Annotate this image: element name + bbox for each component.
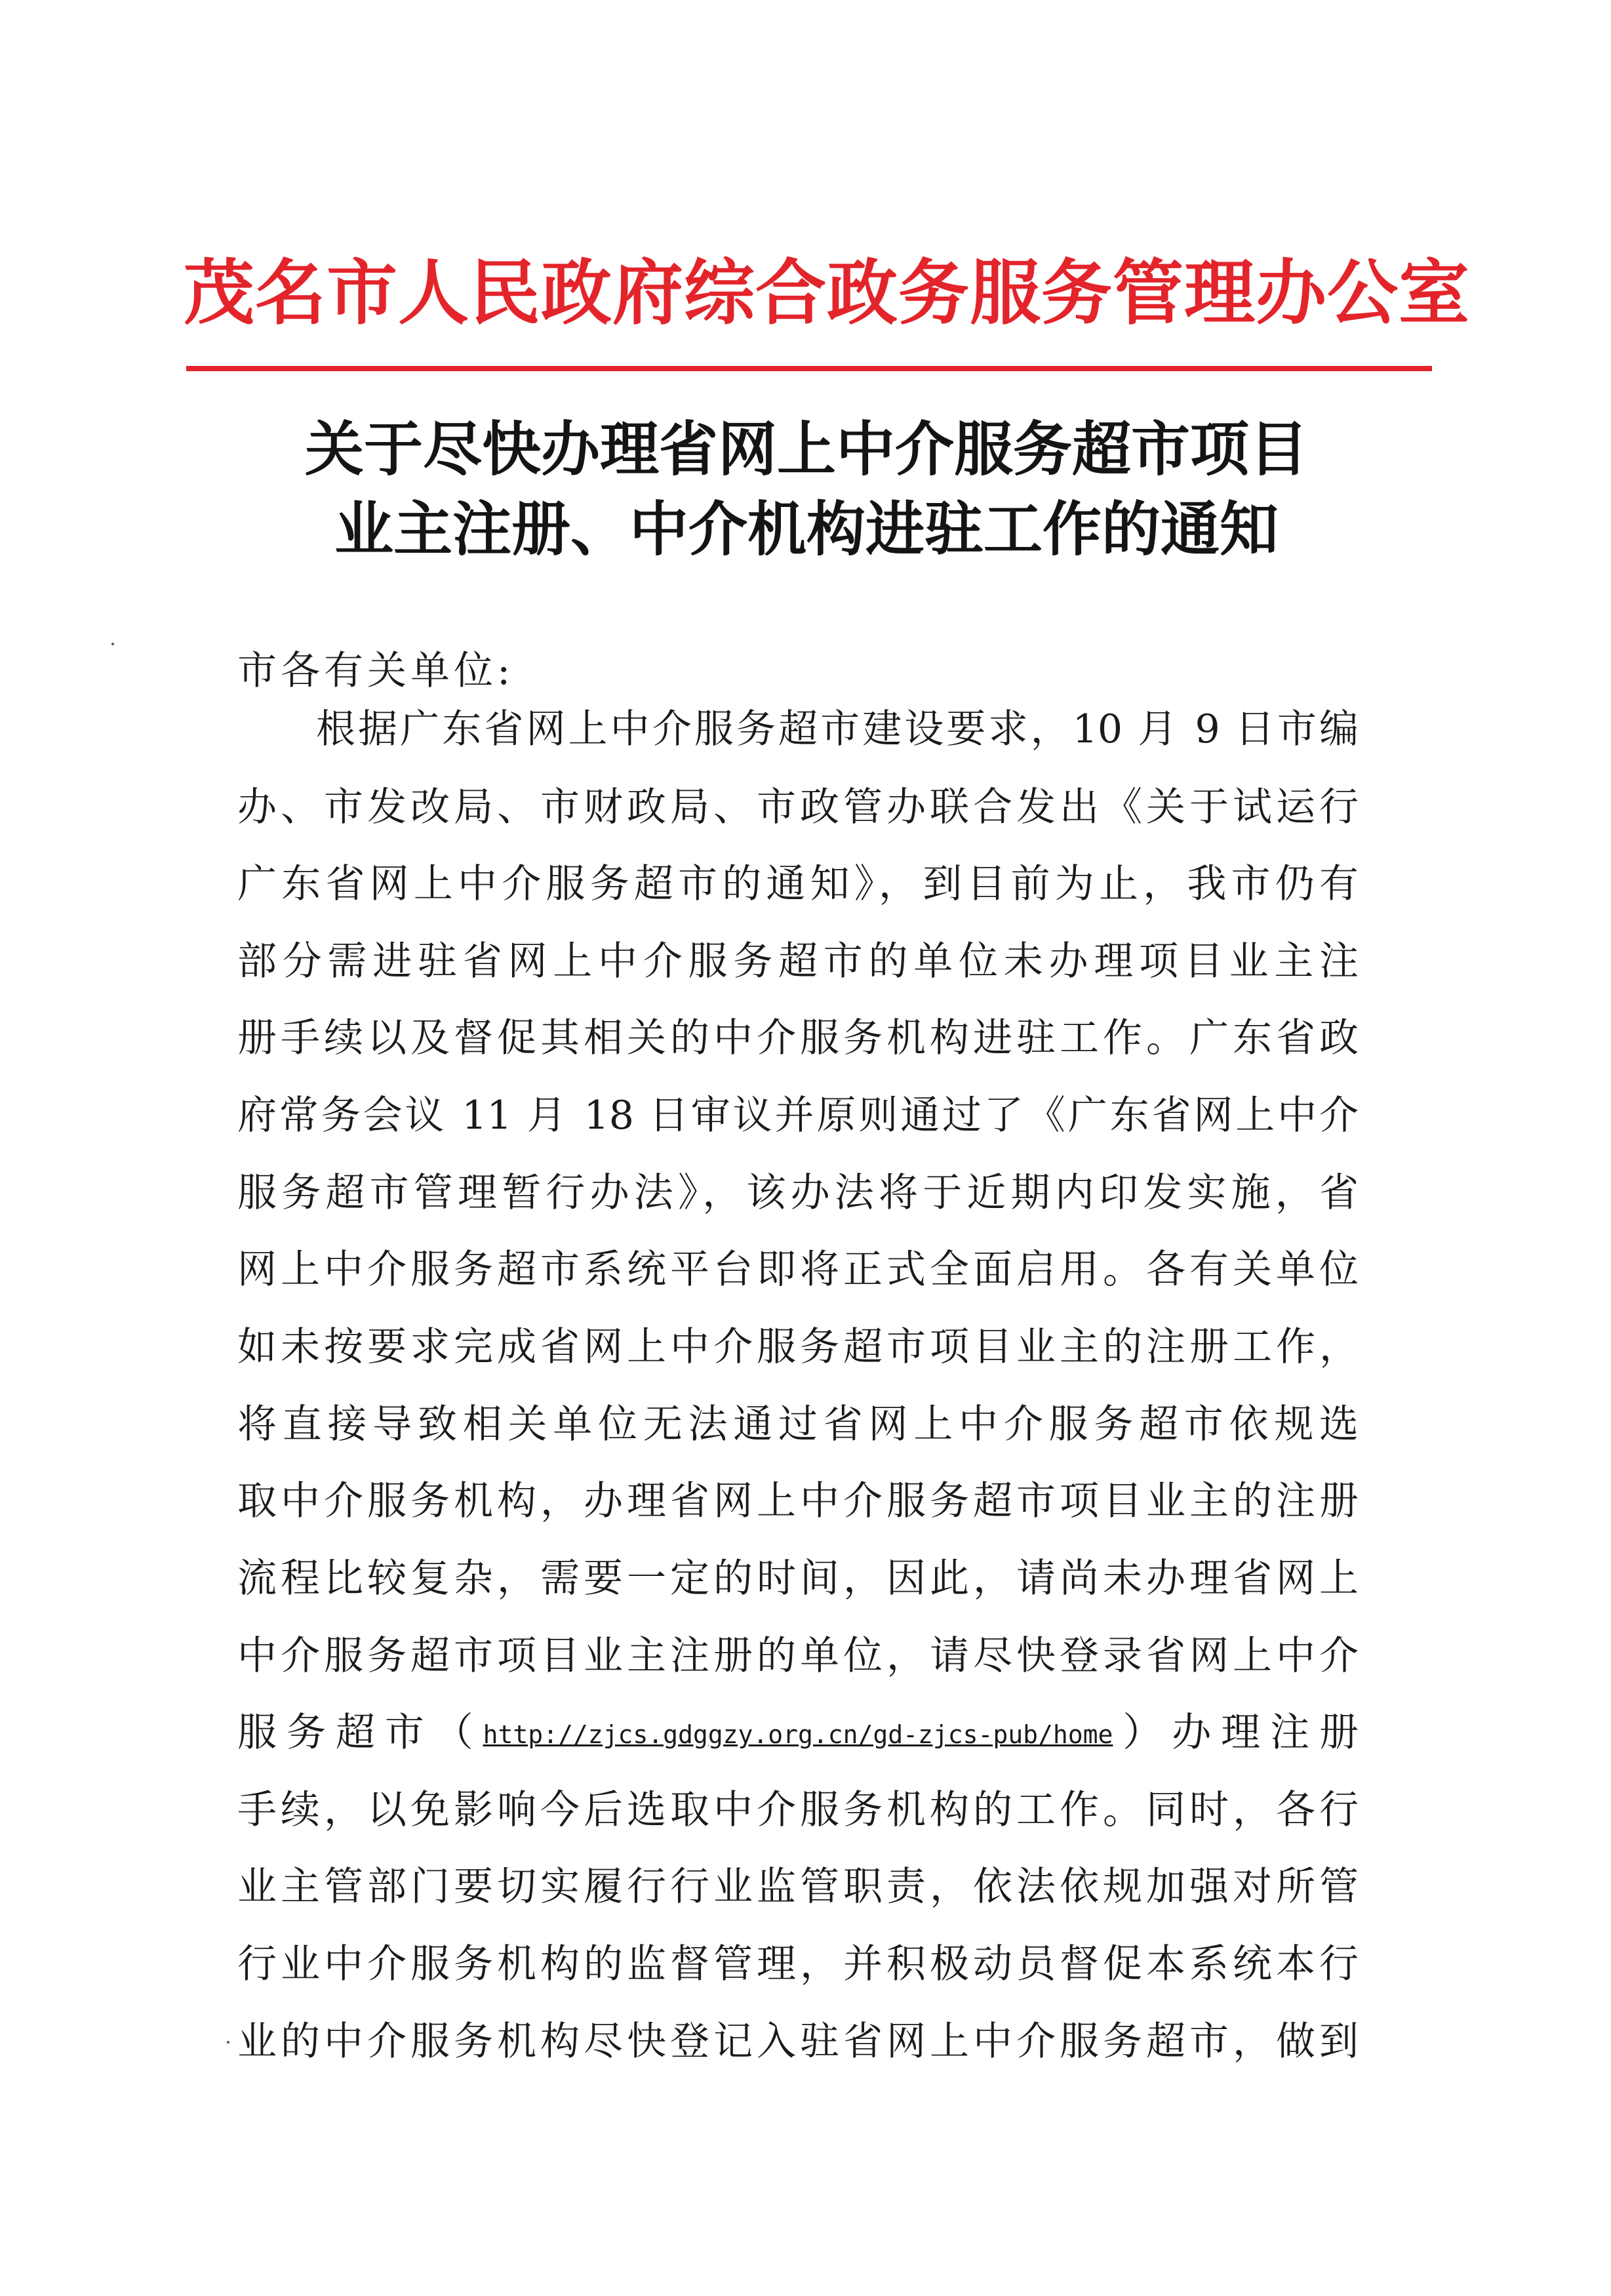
body-line: 手续，以免影响今后选取中介服务机构的工作。同时，各行	[237, 1787, 1359, 1833]
red-header-rule	[186, 366, 1432, 371]
body-line: 府常务会议 11 月 18 日审议并原则通过了《广东省网上中介	[237, 1093, 1359, 1138]
body-line: 业主管部门要切实履行行业监管职责，依法依规加强对所管	[237, 1864, 1359, 1910]
body-line: 根据广东省网上中介服务超市建设要求，10 月 9 日市编	[316, 706, 1359, 752]
body-line: 部分需进驻省网上中介服务超市的单位未办理项目业主注	[237, 938, 1359, 984]
website-url-link[interactable]: http://zjcs.gdggzy.org.cn/gd-zjcs-pub/home	[483, 1720, 1113, 1749]
salutation: 市各有关单位:	[237, 648, 515, 694]
body-line: 广东省网上中介服务超市的通知》，到目前为止，我市仍有	[237, 861, 1359, 907]
body-line: 办、市发改局、市财政局、市政管办联合发出《关于试运行	[237, 784, 1359, 830]
body-line: 将直接导致相关单位无法通过省网上中介服务超市依规选	[237, 1401, 1359, 1447]
notice-title-line-2: 业主注册、中介机构进驻工作的通知	[334, 494, 1279, 564]
scan-speck	[227, 2041, 229, 2044]
url-line-suffix: ）办理注册	[1113, 1710, 1359, 1756]
body-line: 如未按要求完成省网上中介服务超市项目业主的注册工作，	[237, 1324, 1359, 1370]
body-line: 业的中介服务机构尽快登记入驻省网上中介服务超市，做到	[237, 2019, 1359, 2064]
body-line: 行业中介服务机构的监督管理，并积极动员督促本系统本行	[237, 1941, 1359, 1987]
url-line-prefix: 服务超市（	[237, 1710, 483, 1756]
body-line: 流程比较复杂，需要一定的时间，因此，请尚未办理省网上	[237, 1556, 1359, 1601]
body-line: 服务超市管理暂行办法》，该办法将于近期内印发实施，省	[237, 1170, 1359, 1216]
scan-speck	[111, 643, 114, 645]
body-line: 中介服务超市项目业主注册的单位，请尽快登录省网上中介	[237, 1633, 1359, 1679]
body-line: 网上中介服务超市系统平台即将正式全面启用。各有关单位	[237, 1247, 1359, 1293]
url-line	[237, 1706, 1359, 1759]
notice-title-line-1: 关于尽快办理省网上中介服务超市项目	[305, 414, 1308, 484]
body-line: 册手续以及督促其相关的中介服务机构进驻工作。广东省政	[237, 1015, 1359, 1061]
body-line: 取中介服务机构，办理省网上中介服务超市项目业主的注册	[237, 1478, 1359, 1524]
issuing-office-header: 茂名市人民政府综合政务服务管理办公室	[184, 252, 1471, 334]
